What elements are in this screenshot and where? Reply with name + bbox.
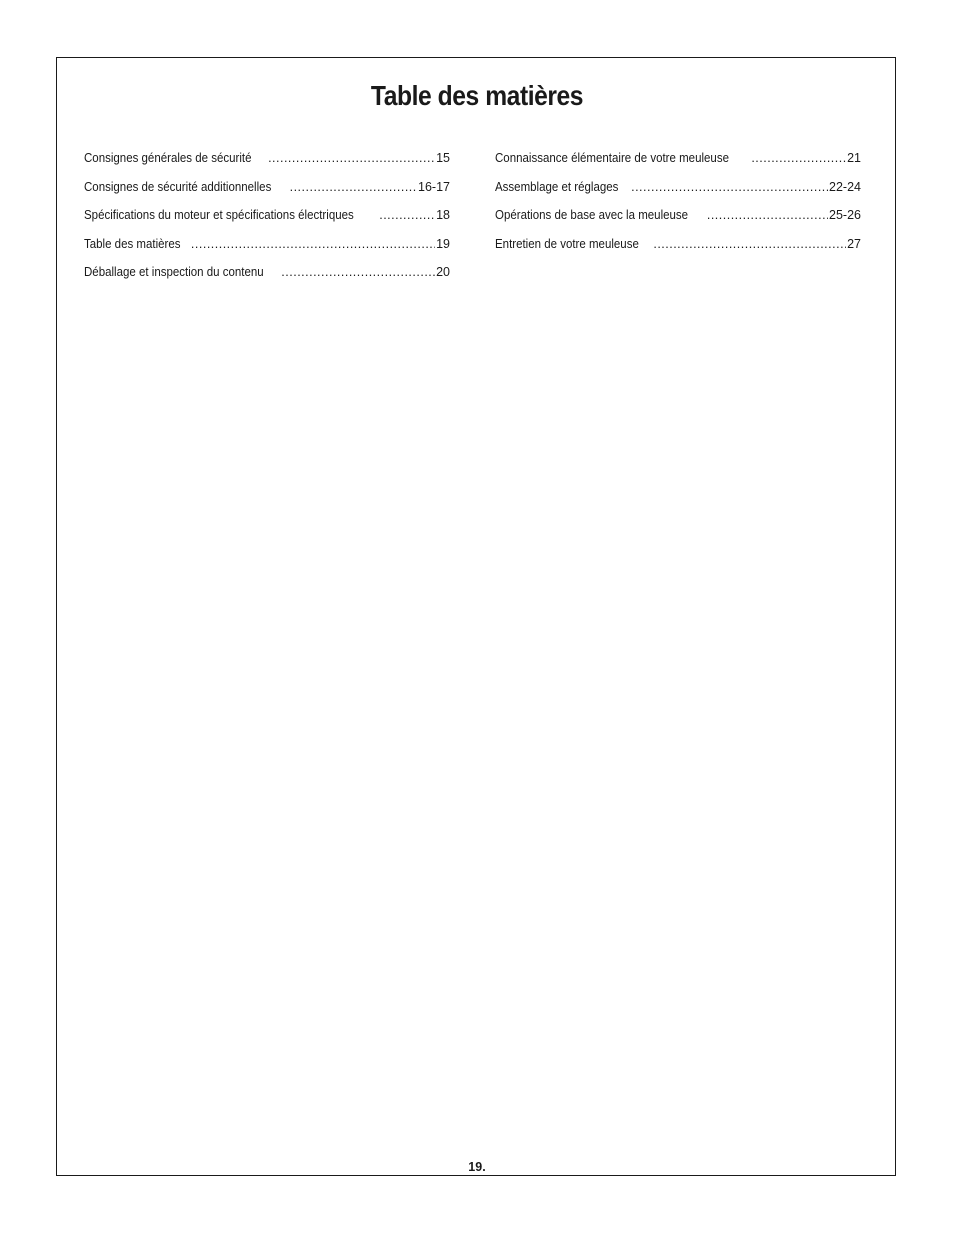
toc-entry[interactable] [84,149,450,178]
toc-entry[interactable] [495,149,861,178]
toc-entry[interactable] [84,206,450,235]
toc-entry-label: Spécifications du moteur et spécifications électriques [84,208,354,222]
toc-entry-page: 16-17 [418,179,450,194]
toc-leader-dots [281,263,435,281]
toc-entry-label: Consignes de sécurité additionnelles [84,179,272,194]
toc-entry[interactable] [84,263,450,292]
toc-entry-page: 19 [436,236,450,251]
toc-leader-dots [268,149,435,167]
toc-leader-dots [379,206,435,224]
page-title: Table des matières [370,80,584,111]
toc-entry-label: Consignes générales de sécurité [84,151,252,165]
toc-entry-page: 21 [847,151,861,165]
toc-entry-page: 18 [436,208,450,222]
toc-entry[interactable] [84,235,450,264]
toc-entry-page: 25-26 [829,208,861,222]
toc-entry-label: Table des matières [84,236,181,251]
toc-entry[interactable] [84,178,450,207]
toc-entry-page: 27 [847,236,861,251]
toc-leader-dots [653,235,846,253]
toc-entry-page: 20 [436,265,450,279]
toc-leader-dots [707,206,828,224]
toc-entry[interactable] [495,206,861,235]
toc-leader-dots [751,149,846,167]
toc-entry-page: 15 [436,151,450,165]
toc-entry-label: Déballage et inspection du contenu [84,265,264,279]
toc-entry-label: Opérations de base avec la meuleuse [495,208,689,222]
toc-leader-dots [191,235,435,253]
toc-leader-dots [631,178,828,196]
toc-entry[interactable] [495,235,861,264]
toc-leader-dots [290,178,417,196]
page-number: 19. [468,1160,486,1174]
toc-entry-page: 22-24 [829,179,861,194]
toc-entry[interactable] [495,178,861,207]
toc-entry-label: Connaissance élémentaire de votre meuleuse [495,151,729,165]
toc-entry-label: Entretien de votre meuleuse [495,236,639,251]
toc-column-right [495,149,861,263]
toc-column-left [84,149,450,292]
toc-entry-label: Assemblage et réglages [495,179,619,194]
